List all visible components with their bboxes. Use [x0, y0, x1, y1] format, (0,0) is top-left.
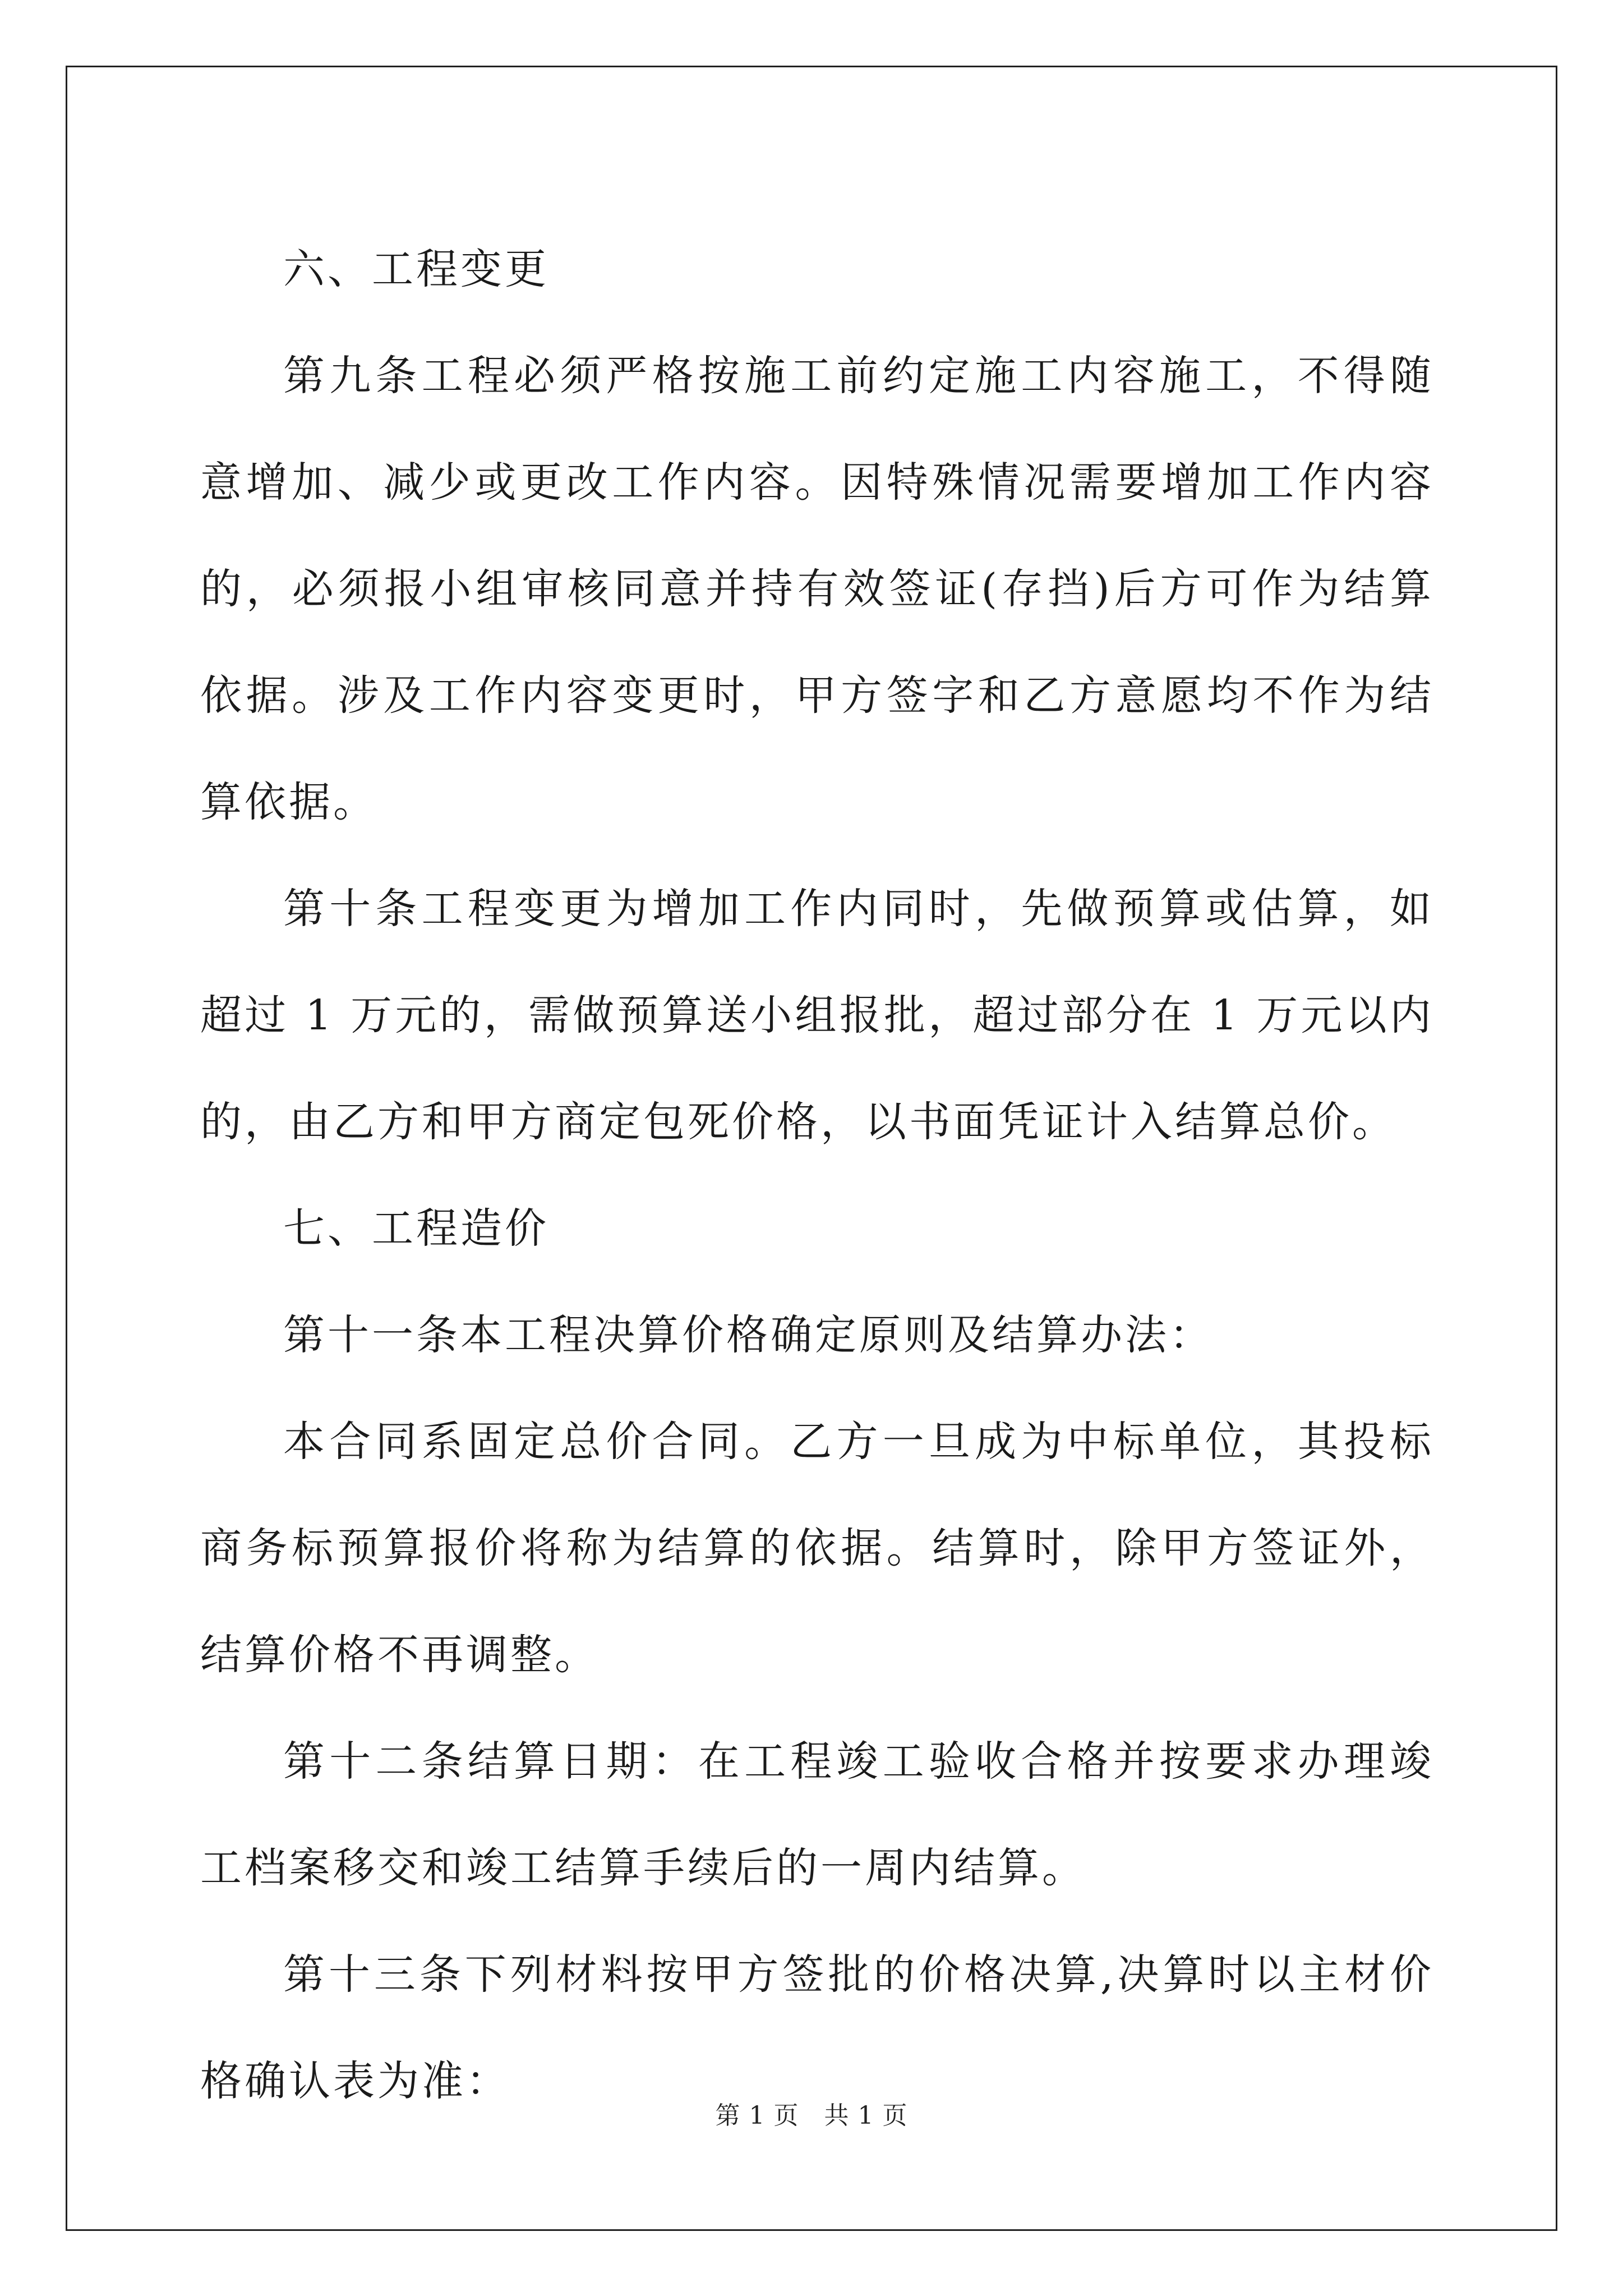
section-heading: 六、工程变更 — [283, 245, 549, 293]
paragraph: 第十一条本工程决算价格确定原则及结算办法： — [283, 1311, 1214, 1359]
paragraph: 第十二条结算日期：在工程竣工验收合格并按要求办理竣工档案移交和竣工结算手续后的一周内结算。 — [200, 1737, 1434, 1892]
section-heading: 七、工程造价 — [283, 1204, 549, 1253]
paragraph: 本合同系固定总价合同。乙方一旦成为中标单位，其投标商务标预算报价将称为结算的依据。结算时，除甲方签证外，结算价格不再调整。 — [200, 1418, 1434, 1679]
paragraph: 第九条工程必须严格按施工前约定施工内容施工，不得随意增加、减少或更改工作内容。因特殊情况需要增加工作内容的，必须报小组审核同意并持有效签证(存挡)后方可作为结算依据。涉及工作内容变更时，甲方签字和乙方意愿均不作为结算依据。 — [200, 352, 1434, 826]
paragraph: 第十三条下列材料按甲方签批的价格决算,决算时以主材价格确认表为准： — [200, 1950, 1434, 2105]
paragraph: 第十条工程变更为增加工作内同时，先做预算或估算，如超过 1 万元的，需做预算送小组报批，超过部分在 1 万元以内的，由乙方和甲方商定包死价格，以书面凭证计入结算总价。 — [200, 885, 1434, 1146]
document-body — [200, 216, 1434, 2134]
page-number: 第 1 页 共 1 页 — [715, 2101, 908, 2130]
